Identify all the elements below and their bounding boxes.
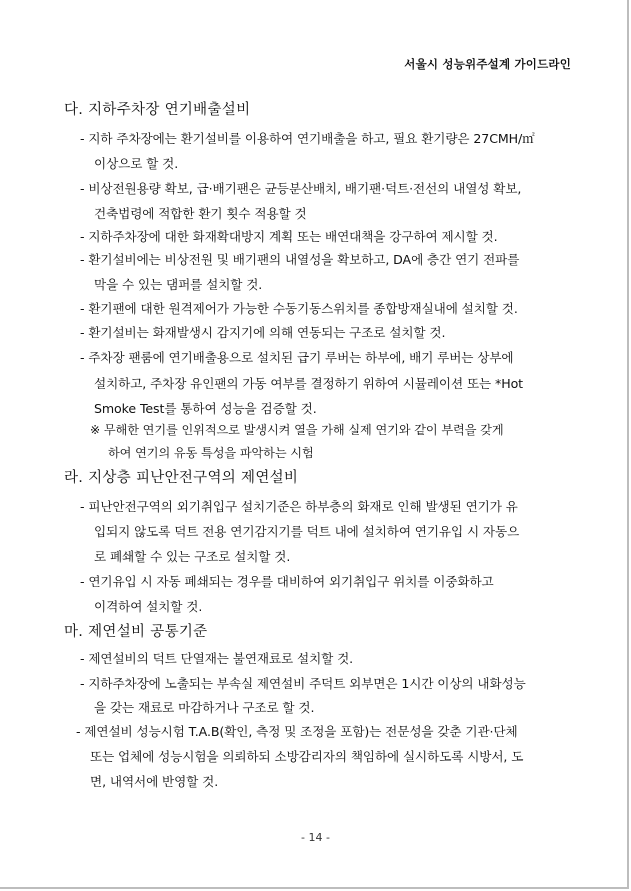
body-line: - 환기팬에 대한 원격제어가 가능한 수동기동스위치를 종합방재실내에 설치할 것. (80, 301, 518, 316)
body-line: - 피난안전구역의 외기취입구 설치기준은 하부층의 화재로 인해 발생된 연기가 유 (80, 499, 518, 514)
section-heading-ma: 마. 제연설비 공통기준 (64, 624, 208, 640)
body-line: 이격하여 설치할 것. (94, 599, 203, 614)
body-line: 을 갖는 재료로 마감하거나 구조로 할 것. (94, 700, 315, 715)
body-line: - 환기설비는 화재발생시 감지기에 의해 연동되는 구조로 설치할 것. (80, 325, 446, 340)
note-line: ※ 무해한 연기를 인위적으로 발생시켜 열을 가해 실제 연기와 같이 부력을 갖게 (90, 423, 504, 437)
section-heading-ra: 라. 지상층 피난안전구역의 제연설비 (64, 470, 299, 486)
body-line: - 주차장 팬룸에 연기배출용으로 설치된 급기 루버는 하부에, 배기 루버는 상부에 (80, 350, 514, 365)
body-line: 면, 내역서에 반영할 것. (90, 774, 219, 789)
running-header: 서울시 성능위주설계 가이드라인 (404, 57, 571, 71)
note-line: 하여 연기의 유동 특성을 파악하는 시험 (108, 446, 314, 460)
body-line: 이상으로 할 것. (94, 156, 179, 171)
body-line: 로 폐쇄할 수 있는 구조로 설치할 것. (94, 549, 291, 564)
body-line: 입되지 않도록 덕트 전용 연기감지기를 덕트 내에 설치하여 연기유입 시 자동으 (94, 524, 520, 539)
body-line: 건축법령에 적합한 환기 횟수 적용할 것 (94, 206, 307, 221)
body-line: - 환기설비에는 비상전원 및 배기팬의 내열성을 확보하고, DA에 층간 연기 전파를 (80, 252, 520, 267)
body-line: - 비상전원용량 확보, 급·배기팬은 균등분산배치, 배기팬·덕트·전선의 내열성 확보, (80, 181, 522, 196)
body-line: - 지하 주차장에는 환기설비를 이용하여 연기배출을 하고, 필요 환기량은 27CMH/㎡ (80, 131, 535, 146)
body-line: - 제연설비의 덕트 단열재는 불연재료로 설치할 것. (80, 651, 354, 666)
body-line: - 연기유입 시 자동 폐쇄되는 경우를 대비하여 외기취입구 위치를 이중화하고 (80, 574, 494, 589)
body-line: - 지하주차장에 대한 화재확대방지 계획 또는 배연대책을 강구하여 제시할 것. (80, 229, 498, 244)
section-heading-da: 다. 지하주차장 연기배출설비 (64, 102, 251, 118)
body-line: - 제연설비 성능시험 T.A.B(확인, 측정 및 조정을 포함)는 전문성을 갖춘 기관·단체 (76, 724, 518, 739)
body-line: 막을 수 있는 댐퍼를 설치할 것. (94, 277, 263, 292)
body-line: - 지하주차장에 노출되는 부속실 제연설비 주덕트 외부면은 1시간 이상의 내화성능 (80, 676, 526, 691)
body-line: Smoke Test를 통하여 성능을 검증할 것. (94, 401, 317, 416)
body-line: 또는 업체에 성능시험을 의뢰하되 소방감리자의 책임하에 실시하도록 시방서, 도 (90, 749, 524, 764)
page-number: - 14 - (301, 831, 330, 844)
body-line: 설치하고, 주차장 유인팬의 가동 여부를 결정하기 위하여 시뮬레이션 또는 *Hot (94, 376, 524, 391)
